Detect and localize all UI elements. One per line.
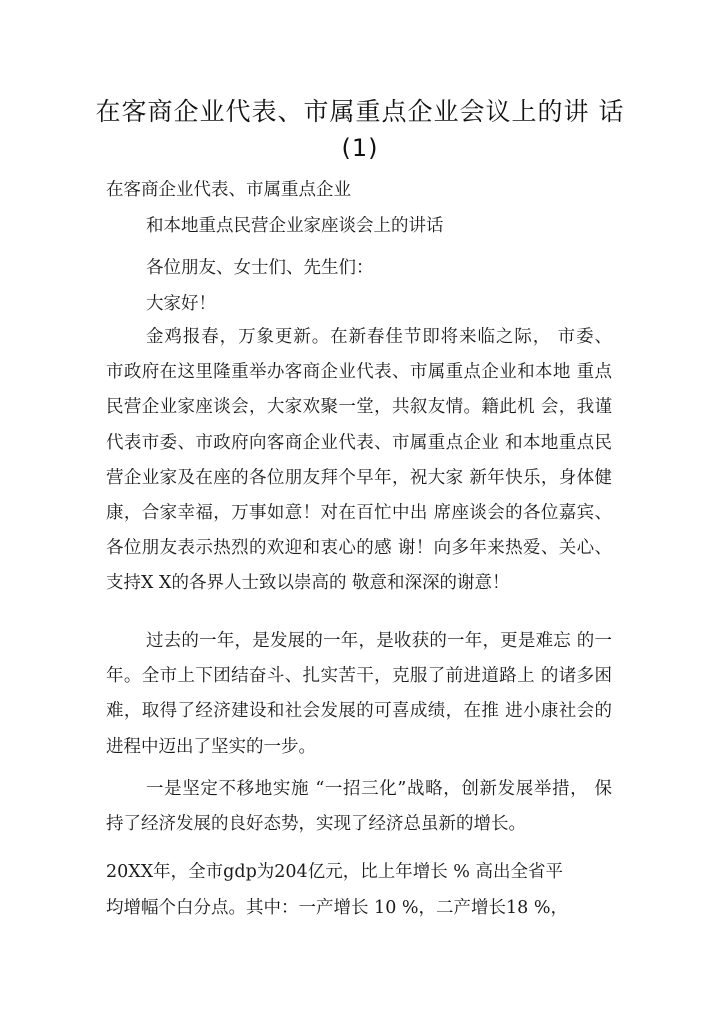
document-title-line1: 在客商企业代表、市属重点企业会议上的讲 话: [95, 97, 625, 126]
paragraph-point-one: 一是坚定不移地实施 “一招三化”战略，创新发展举措， 保持了经济发展的良好态势，实现了经济总虽新的增长。: [106, 779, 612, 835]
salutation: 各位朋友、女士们、先生们：: [146, 258, 374, 278]
document-title-line2: (1): [341, 134, 379, 162]
stats-line2: 均增幅个白分点。其中：一产增长 10 %，二产增长18 %，: [106, 898, 568, 918]
subtitle-line1: 在客商企业代表、市属重点企业: [106, 180, 351, 200]
paragraph-opening: 金鸡报春，万象更新。在新春佳节即将来临之际， 市委、 市政府在这里隆重举办客商企业代表、市属重点企业和本地 重点民营企业家座谈会，大家欢聚一堂，共叙友情。籍此机 会，我谨代表市委、市政府向客商企业代表、市属重点企业 和本地重点民营企业家及在座的各位朋友拜个早年，祝大家 新年快乐，身体健康，合家幸福，万事如意！对在百忙中出 席座谈会的各位嘉宾、各位朋友表示热烈的欢迎和衷心的感 谢！向多年来热爱、关心、支持X X的各界人士致以崇高的 敬意和深深的谢意！: [106, 327, 612, 594]
subtitle-line2: 和本地重点民营企业家座谈会上的讲话: [146, 216, 444, 236]
paragraph-review: 过去的一年，是发展的一年，是收获的一年，更是难忘 的一年。全市上下团结奋斗、扎实苦干，克服了前进道路上 的诸多困难，取得了经济建设和社会发展的可喜成绩，在推 进小康社会的进程中迈出了坚实的一步。: [106, 631, 612, 757]
greeting: 大家好！: [146, 294, 216, 314]
stats-line1: 20XX年，全市gdp为204亿元，比上年增长 % 高出全省平: [106, 862, 563, 882]
